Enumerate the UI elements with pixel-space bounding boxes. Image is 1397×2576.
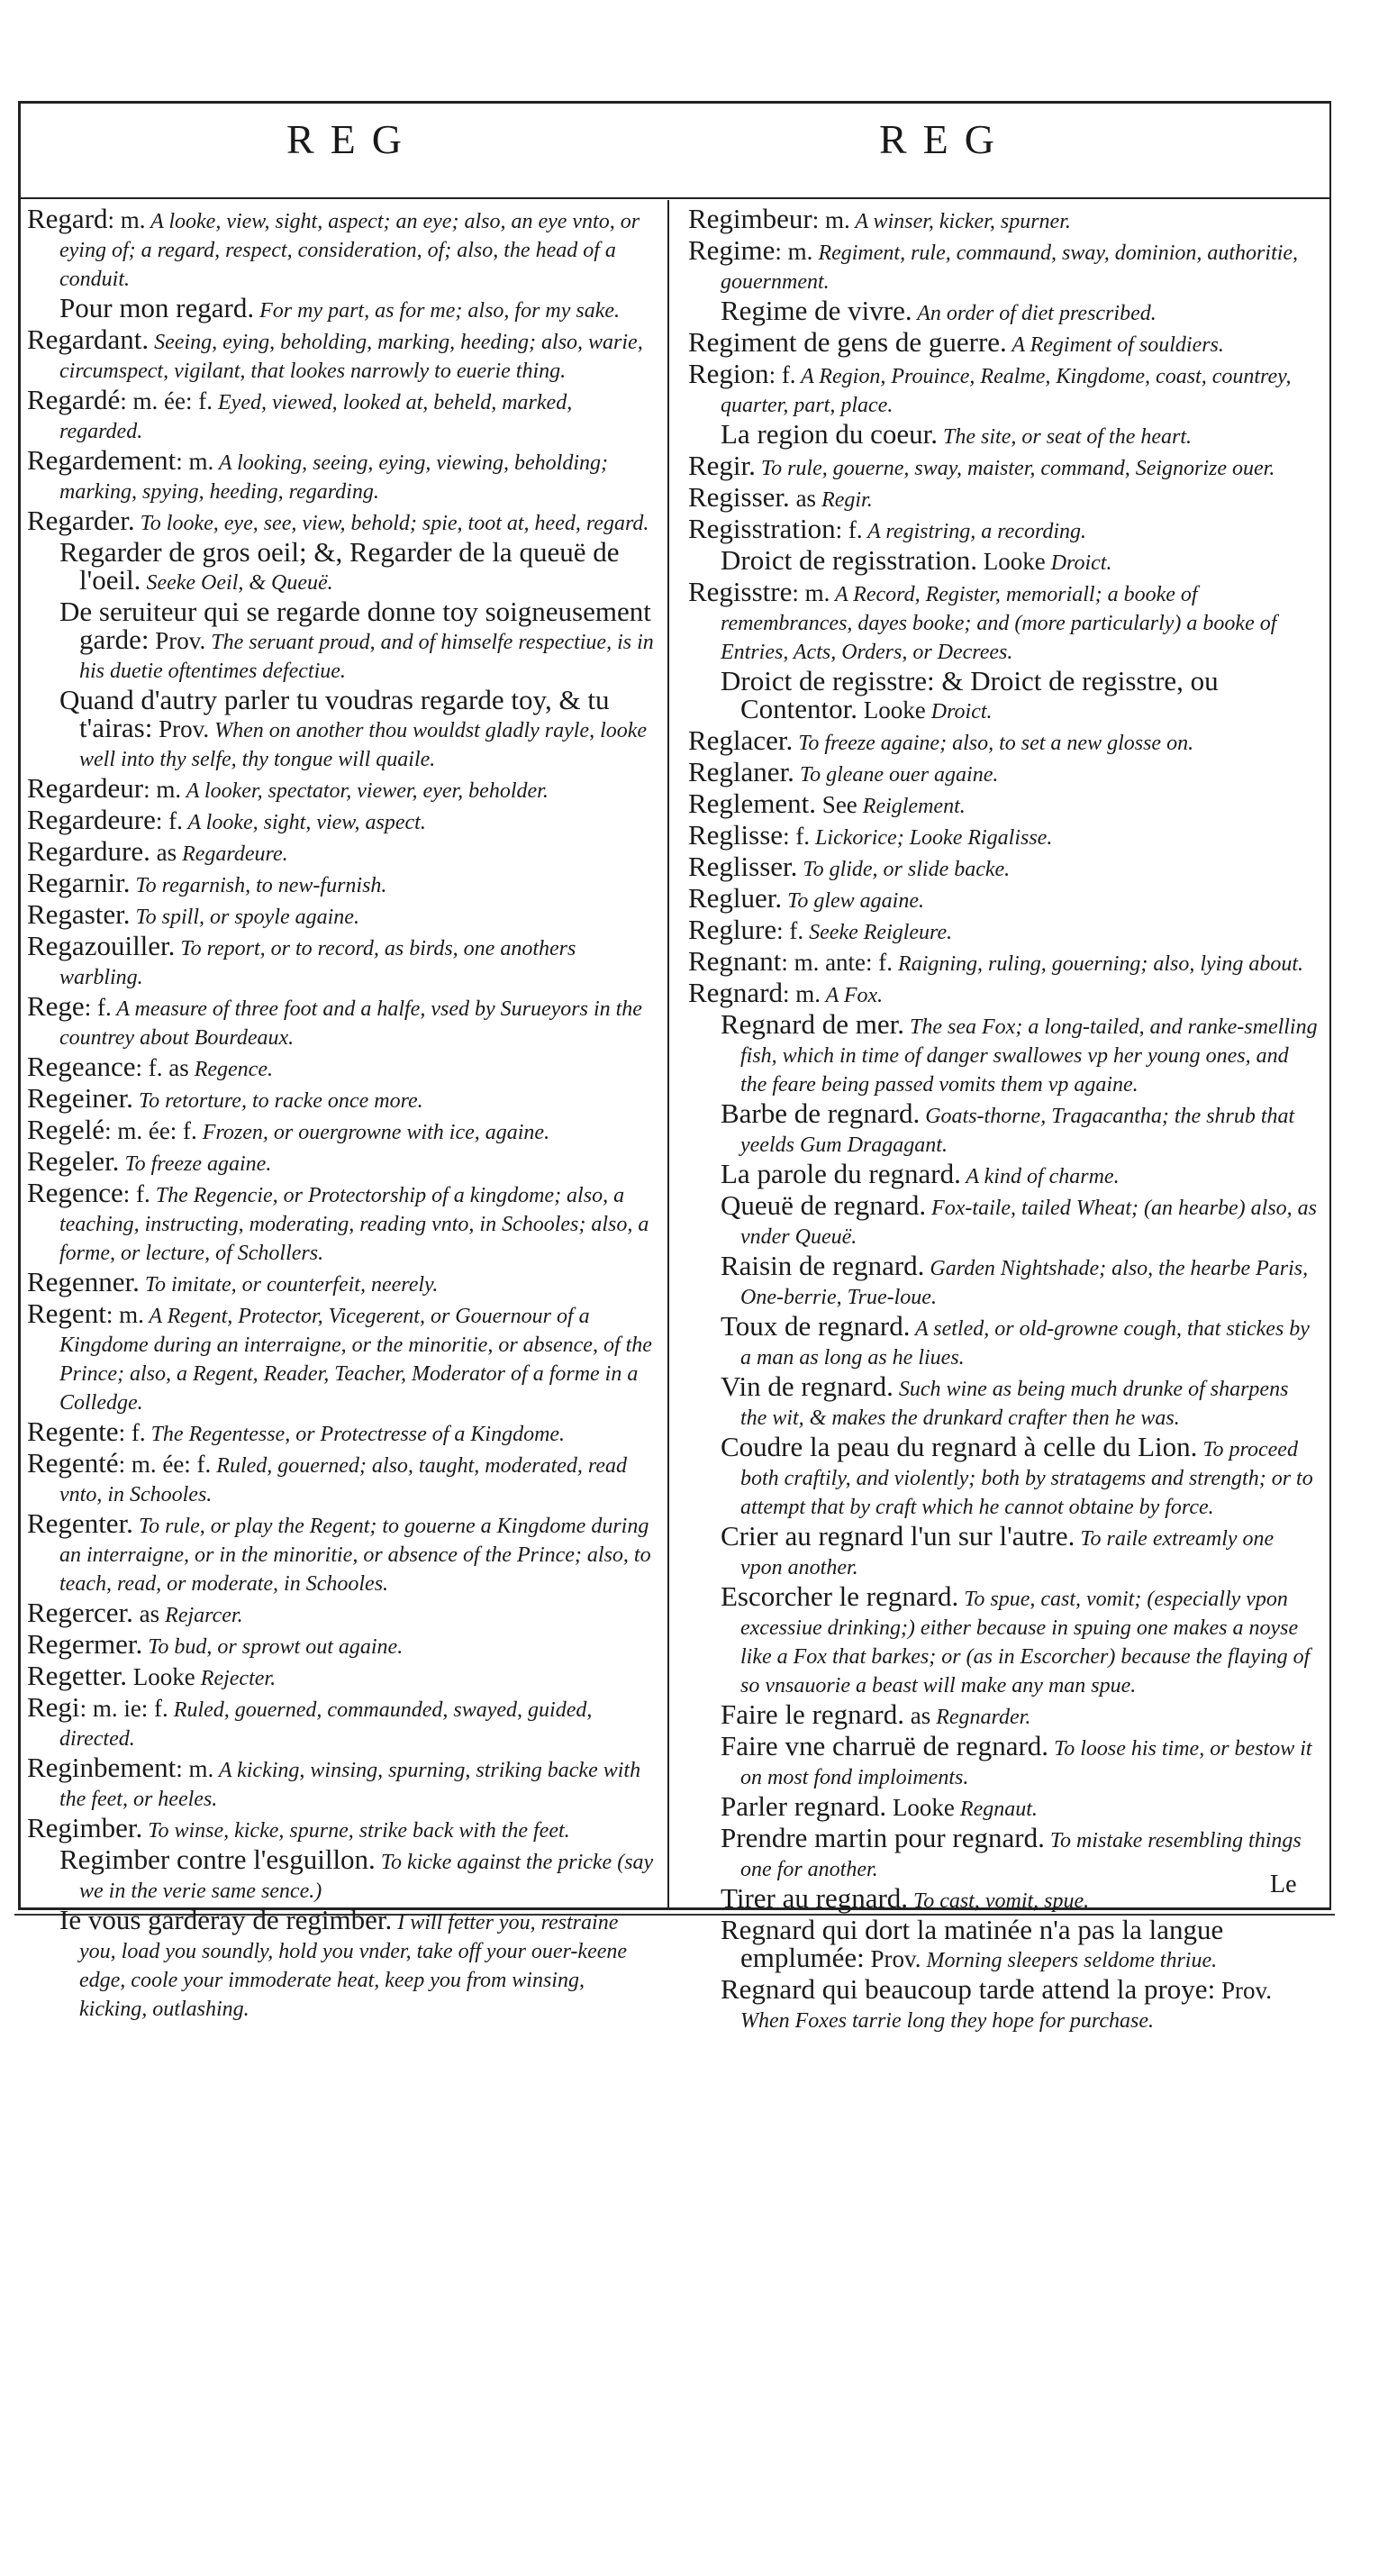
entry-gloss: To kicke against the pricke (say we in the verie same sence.) — [79, 1851, 654, 1903]
entry-headword: Regi — [27, 1691, 80, 1723]
dictionary-entry — [27, 384, 658, 445]
entry-gloss: Rejarcer. — [159, 1604, 243, 1627]
entry-grammar: : f. — [776, 917, 804, 944]
entry-gloss: Droict. — [925, 700, 993, 724]
entry-grammar: : m. — [107, 206, 146, 233]
dictionary-entry — [688, 1310, 1319, 1371]
entry-headword: Regente — [27, 1415, 119, 1447]
entry-gloss: Regardeure. — [177, 842, 288, 866]
entry-headword: Regenté — [27, 1447, 119, 1479]
entry-headword: Regir. — [688, 450, 756, 481]
entry-headword: Raisin de regnard. — [721, 1250, 925, 1281]
entry-gloss: Regence. — [188, 1058, 273, 1081]
entry-grammar: : f. — [84, 994, 112, 1021]
entry-headword: De seruiteur qui se regarde donne toy soigneusement garde: — [59, 596, 651, 655]
dictionary-entry — [688, 1520, 1319, 1581]
dictionary-entry — [688, 1008, 1319, 1098]
dictionary-entry — [27, 1116, 658, 1146]
entry-gloss: To freeze againe; also, to set a new glosse on. — [793, 732, 1194, 755]
entry-gloss: A Record, Register, memoriall; a booke of remembrances, dayes booke; and (more particularly) a booke of Entries, Acts, Orders, or Decrees. — [721, 583, 1277, 664]
dictionary-entry — [27, 990, 658, 1051]
running-head-left: REG — [286, 116, 418, 162]
entry-gloss: Regnaut. — [954, 1798, 1038, 1821]
header-rule — [18, 197, 1331, 199]
entry-gloss: To rule, gouerne, sway, maister, command, Seignorize ouer. — [755, 457, 1275, 480]
entry-grammar: : m. — [812, 206, 850, 233]
column-divider — [667, 200, 669, 1907]
entry-gloss: The sea Fox; a long-tailed, and ranke-smelling fish, which in time of danger swallowes vp her young ones, and the feare being passed vomits them vp againe. — [740, 1015, 1318, 1097]
entry-gloss: Frozen, or ouergrowne with ice, againe. — [196, 1121, 550, 1144]
dictionary-entry — [688, 1158, 1319, 1190]
entry-headword: Region — [688, 358, 769, 389]
entry-gloss: A looking, seeing, eying, viewing, beholding; marking, spying, heeding, regarding. — [59, 451, 608, 504]
entry-headword: Regence — [27, 1177, 123, 1208]
entry-headword: Reglisse — [688, 819, 784, 851]
entry-gloss: Rejecter. — [195, 1667, 277, 1690]
dictionary-entry — [688, 1189, 1319, 1251]
dictionary-entry — [688, 360, 1319, 419]
entry-headword: Regimber contre l'esguillon. — [59, 1843, 376, 1875]
entry-headword: Regeiner. — [27, 1082, 133, 1114]
entry-gloss: The site, or seat of the heart. — [938, 425, 1193, 449]
entry-grammar: Looke — [127, 1663, 195, 1690]
entry-headword: Parler regnard. — [721, 1790, 887, 1822]
dictionary-entry — [688, 1097, 1319, 1159]
entry-grammar: as — [150, 839, 177, 866]
entry-gloss: To spue, cast, vomit; (especially vpon excessiue drinking;) either because in spuing one makes a noyse like a Fox that barkes; or (as in Escorcher) because the flaying of so vnsauorie a beast will make any man spue. — [740, 1588, 1311, 1698]
dictionary-entry — [27, 1179, 658, 1267]
dictionary-entry — [688, 578, 1319, 666]
entry-headword: Crier au regnard l'un sur l'autre. — [721, 1520, 1075, 1552]
entry-gloss: A Fox. — [821, 984, 884, 1007]
entry-grammar: : m. — [775, 238, 813, 265]
dictionary-entry — [688, 515, 1319, 545]
entry-headword: Regisstre — [688, 576, 793, 607]
dictionary-entry — [27, 1843, 658, 1905]
entry-headword: Regnant — [688, 945, 782, 977]
entry-headword: Regarnir. — [27, 867, 131, 898]
dictionary-entry — [27, 1662, 658, 1692]
entry-grammar: : f. — [783, 823, 811, 850]
entry-grammar: Looke — [976, 548, 1046, 575]
entry-grammar: Prov. — [152, 715, 210, 742]
entry-headword: Regardé — [27, 384, 121, 415]
entry-grammar: Prov. — [149, 627, 206, 654]
entry-headword: Regarder de gros oeil; &, Regarder de la queuë de l'oeil. — [59, 536, 620, 596]
entry-grammar: : m. — [105, 1301, 144, 1328]
dictionary-entry — [27, 1297, 658, 1416]
entry-headword: Droict de regisstre: & Droict de regisstre, ou Contentor. — [721, 665, 1219, 724]
entry-grammar: : f. — [835, 516, 863, 543]
entry-headword: Tirer au regnard. — [721, 1882, 909, 1914]
dictionary-entry — [688, 481, 1319, 514]
dictionary-entry — [27, 444, 658, 505]
entry-headword: Regenner. — [27, 1266, 140, 1297]
entry-gloss: To gleane ouer againe. — [794, 763, 999, 787]
entry-headword: Regisstration — [688, 513, 836, 544]
entry-grammar: as — [132, 1600, 160, 1627]
dictionary-entry — [688, 1370, 1319, 1432]
entry-gloss: To looke, eye, see, view, behold; spie, toot at, heed, regard. — [134, 512, 649, 535]
dictionary-entry — [688, 326, 1319, 359]
entry-gloss: An order of diet prescribed. — [912, 302, 1157, 325]
dictionary-entry — [688, 1822, 1319, 1883]
entry-headword: Regime — [688, 234, 776, 266]
entry-grammar: Prov. — [864, 1945, 921, 1972]
entry-gloss: Regnarder. — [930, 1706, 1031, 1729]
entry-headword: Ie vous garderay de regimber. — [59, 1904, 393, 1935]
dictionary-entry — [27, 1904, 658, 2023]
entry-gloss: A looker, spectator, viewer, eyer, beholder. — [181, 779, 549, 803]
entry-grammar: : f. — [122, 1180, 150, 1207]
entry-headword: Regimber. — [27, 1812, 143, 1843]
dictionary-entry — [27, 598, 658, 685]
entry-headword: Reginbement — [27, 1752, 177, 1783]
entry-headword: Rege — [27, 990, 85, 1022]
entry-gloss: I will fetter you, restraine you, load you soundly, hold you vnder, take off your ouer-keene edge, coole your immoderate heat, keep you from winsing, kicking, outlashing. — [79, 1911, 628, 2021]
entry-gloss: Regiment, rule, commaund, sway, dominion, authoritie, gouernment. — [721, 241, 1299, 294]
entry-gloss: A Regiment of souldiers. — [1006, 333, 1224, 357]
entry-gloss: To glew againe. — [782, 889, 924, 913]
entry-gloss: Seeke Oeil, & Queuë. — [141, 571, 333, 595]
entry-headword: Regarder. — [27, 505, 135, 536]
entry-headword: Faire le regnard. — [721, 1698, 904, 1730]
entry-gloss: For my part, as for me; also, for my sake. — [254, 299, 621, 323]
entry-headword: Reglacer. — [688, 724, 794, 756]
entry-gloss: Ruled, gouerned; also, taught, moderated, read vnto, in Schooles. — [59, 1454, 628, 1506]
dictionary-entry — [688, 1916, 1319, 1974]
dictionary-entry — [688, 1730, 1319, 1791]
dictionary-entry — [688, 787, 1319, 820]
entry-headword: Regnard qui beaucoup tarde attend la proye: — [721, 1973, 1216, 2005]
entry-gloss: A registring, a recording. — [862, 520, 1087, 543]
entry-gloss: A looke, view, sight, aspect; an eye; also, an eye vnto, or eying of; a regard, respect, consideration, of; also, the head of a conduit. — [59, 210, 640, 291]
dictionary-entry — [27, 684, 658, 773]
entry-gloss: To proceed both craftily, and violently; both by stratagems and strength; or to attempt that by craft which he cannot obtaine by force. — [740, 1438, 1313, 1519]
entry-gloss: When Foxes tarrie long they hope for purchase. — [740, 2009, 1155, 2033]
entry-gloss: A looke, sight, view, aspect. — [182, 811, 426, 834]
entry-headword: Droict de regisstration. — [721, 544, 977, 576]
entry-grammar: as — [903, 1702, 931, 1729]
dictionary-entry — [27, 1754, 658, 1813]
dictionary-entry — [27, 292, 658, 324]
entry-grammar: : m. — [783, 980, 821, 1007]
entry-grammar: : f. as — [135, 1054, 189, 1081]
entry-headword: Regermer. — [27, 1628, 143, 1660]
entry-headword: Regime de vivre. — [721, 295, 912, 326]
entry-gloss: Ruled, gouerned, commaunded, swayed, guided, directed. — [59, 1698, 593, 1751]
dictionary-entry — [27, 323, 658, 385]
entry-grammar: : m. — [792, 579, 830, 606]
entry-grammar: : m. ie: f. — [79, 1695, 168, 1722]
dictionary-entry — [27, 898, 658, 931]
entry-headword: Toux de regnard. — [721, 1310, 911, 1342]
dictionary-entry — [27, 507, 658, 537]
entry-gloss: A measure of three foot and a halfe, vsed by Surueyors in the countrey about Bourdeaux. — [59, 997, 642, 1050]
entry-headword: Regardeure — [27, 804, 156, 835]
entry-gloss: Such wine as being much drunke of sharpens the wit, & makes the drunkard crafter then he was. — [740, 1378, 1289, 1430]
entry-headword: Faire vne charruë de regnard. — [721, 1730, 1049, 1761]
entry-gloss: A Regent, Protector, Vicegerent, or Gouernour of a Kingdome during an interraigne, or the minoritie, or absence, of the Prince; also, a Regent, Reader, Teacher, Moderator of a forme in a Colledge. — [59, 1305, 652, 1415]
dictionary-entry — [688, 297, 1319, 327]
dictionary-entry — [688, 452, 1319, 482]
dictionary-entry — [27, 1266, 658, 1298]
dictionary-entry — [688, 234, 1319, 296]
entry-gloss: A setled, or old-growne cough, that stickes by a man as long as he liues. — [740, 1317, 1310, 1370]
dictionary-entry — [27, 1415, 658, 1448]
entry-gloss: When on another thou wouldst gladly rayle, looke well into thy selfe, thy tongue will quaile. — [79, 719, 648, 771]
entry-grammar: : f. — [155, 807, 183, 834]
entry-gloss: Fox-taile, tailed Wheat; (an hearbe) also, as vnder Queuë. — [740, 1197, 1317, 1249]
dictionary-entry — [688, 819, 1319, 851]
entry-gloss: To spill, or spoyle againe. — [130, 906, 359, 929]
entry-gloss: To imitate, or counterfeit, neerely. — [139, 1273, 439, 1297]
dictionary-entry — [27, 1082, 658, 1115]
entry-headword: Reglement. — [688, 787, 817, 819]
entry-gloss: To regarnish, to new-furnish. — [130, 874, 387, 897]
entry-gloss: To winse, kicke, spurne, strike back with the feet. — [142, 1819, 570, 1843]
entry-headword: Vin de regnard. — [721, 1370, 894, 1402]
entry-gloss: A winser, kicker, spurner. — [849, 210, 1071, 233]
entry-headword: Regelé — [27, 1114, 105, 1145]
entry-gloss: Goats-thorne, Tragacantha; the shrub that yeelds Gum Dragagant. — [740, 1105, 1295, 1157]
entry-grammar: as — [789, 485, 817, 512]
entry-gloss: A kicking, winsing, spurning, striking backe with the feet, or heeles. — [59, 1759, 641, 1811]
dictionary-entry — [688, 544, 1319, 577]
dictionary-entry — [27, 1447, 658, 1508]
entry-headword: Regetter. — [27, 1660, 128, 1691]
dictionary-entry — [688, 979, 1319, 1009]
entry-gloss: Garden Nightshade; also, the hearbe Paris, One-berrie, True-loue. — [740, 1257, 1309, 1309]
dictionary-entry — [27, 930, 658, 991]
entry-headword: Regisser. — [688, 481, 790, 513]
entry-grammar: : m. ée: f. — [118, 1451, 212, 1478]
entry-headword: Barbe de regnard. — [721, 1097, 921, 1129]
entry-gloss: To glide, or slide backe. — [797, 858, 1011, 881]
dictionary-entry — [688, 1431, 1319, 1521]
entry-headword: Regnard de mer. — [721, 1008, 905, 1040]
entry-headword: Reglure — [688, 914, 777, 945]
entry-headword: La parole du regnard. — [721, 1158, 961, 1189]
entry-gloss: Regir. — [816, 488, 873, 512]
entry-gloss: To report, or to record, as birds, one anothers warbling. — [59, 937, 576, 989]
entry-gloss: A kind of charme. — [960, 1165, 1120, 1188]
dictionary-entry — [688, 945, 1319, 978]
dictionary-entry — [27, 1691, 658, 1752]
entry-grammar: Looke — [886, 1794, 955, 1821]
entry-headword: Regardant. — [27, 323, 150, 355]
entry-gloss: To retorture, to racke once more. — [132, 1089, 423, 1113]
entry-gloss: A Region, Prouince, Realme, Kingdome, coast, countrey, quarter, part, place. — [721, 365, 1292, 417]
dictionary-entry — [688, 1790, 1319, 1823]
dictionary-entry — [688, 1252, 1319, 1311]
dictionary-entry — [27, 772, 658, 805]
dictionary-entry — [27, 1053, 658, 1083]
dictionary-entry — [27, 1812, 658, 1844]
entry-grammar: : m. — [143, 776, 182, 803]
right-column — [688, 205, 1319, 2036]
entry-headword: Regnard — [688, 977, 784, 1008]
entry-grammar: : f. — [768, 361, 796, 388]
entry-headword: Regimbeur — [688, 203, 812, 234]
entry-headword: Regent — [27, 1297, 106, 1329]
entry-grammar: : m. — [176, 1755, 214, 1782]
dictionary-entry — [688, 1698, 1319, 1731]
entry-headword: Pour mon regard. — [59, 292, 255, 323]
dictionary-entry — [688, 418, 1319, 451]
entry-gloss: To raile extreamly one vpon another. — [740, 1527, 1275, 1579]
entry-grammar: : f. — [118, 1419, 146, 1446]
entry-grammar: Looke — [857, 696, 926, 724]
running-head-right: REG — [879, 116, 1011, 162]
entry-grammar: : m. ée: f. — [120, 387, 213, 414]
dictionary-entry — [27, 835, 658, 868]
entry-grammar: Prov. — [1215, 1977, 1272, 2004]
entry-headword: Regiment de gens de guerre. — [688, 326, 1007, 358]
dictionary-entry — [27, 1599, 658, 1629]
dictionary-entry — [688, 665, 1319, 725]
dictionary-entry — [688, 724, 1319, 757]
entry-headword: Regazouiller. — [27, 930, 176, 961]
entry-headword: Regardure. — [27, 835, 150, 867]
entry-headword: Coudre la peau du regnard à celle du Lion. — [721, 1431, 1198, 1462]
entry-headword: Regercer. — [27, 1597, 133, 1628]
entry-headword: Prendre martin pour regnard. — [721, 1822, 1045, 1853]
entry-headword: Reglaner. — [688, 756, 794, 787]
dictionary-entry — [27, 1507, 658, 1597]
dictionary-entry — [688, 1973, 1319, 2034]
entry-gloss: Morning sleepers seldome thriue. — [921, 1949, 1218, 1972]
dictionary-entry — [27, 536, 658, 596]
left-column — [27, 205, 658, 2025]
entry-gloss: Eyed, viewed, looked at, beheld, marked, regarded. — [59, 391, 573, 443]
entry-gloss: Raigning, ruling, gouerning; also, lying about. — [893, 952, 1304, 976]
dictionary-entry — [27, 806, 658, 836]
entry-gloss: Droict. — [1045, 551, 1112, 575]
entry-gloss: Seeing, eying, beholding, marking, heeding; also, warie, circumspect, vigilant, that lookes narrowly to euerie thing. — [59, 331, 643, 383]
dictionary-entry — [688, 205, 1319, 235]
entry-headword: Regardement — [27, 444, 177, 476]
entry-headword: Escorcher le regnard. — [721, 1580, 959, 1612]
entry-gloss: To cast, vomit, spue. — [908, 1889, 1090, 1913]
dictionary-entry — [27, 1145, 658, 1178]
entry-gloss: The seruant proud, and of himselfe respectiue, is in his duetie oftentimes defectiue. — [79, 631, 654, 683]
catchword: Le — [1270, 1871, 1297, 1898]
dictionary-entry — [688, 853, 1319, 883]
entry-headword: Regard — [27, 203, 108, 234]
entry-headword: Reglisser. — [688, 851, 798, 882]
entry-headword: Regenter. — [27, 1507, 133, 1539]
entry-gloss: The Regencie, or Protectorship of a kingdome; also, a teaching, instructing, moderating, reading vnto, in Schooles; also, a forme, or lecture, of Schollers. — [59, 1184, 649, 1265]
entry-grammar: See — [816, 791, 857, 818]
dictionary-entry — [688, 1580, 1319, 1699]
entry-headword: Regnard qui dort la matinée n'a pas la langue emplumée: — [721, 1914, 1224, 1973]
entry-headword: Regluer. — [688, 882, 783, 914]
entry-headword: La region du coeur. — [721, 418, 939, 450]
dictionary-entry — [688, 882, 1319, 915]
entry-headword: Queuë de regnard. — [721, 1189, 927, 1221]
entry-gloss: Seeke Reigleure. — [803, 921, 953, 944]
entry-headword: Regardeur — [27, 772, 144, 804]
entry-grammar: : m. ante: f. — [781, 949, 894, 976]
entry-gloss: To mistake resembling things one for another. — [740, 1829, 1302, 1881]
entry-gloss: To loose his time, or bestow it on most fond imploiments. — [740, 1737, 1312, 1789]
dictionary-entry — [27, 869, 658, 899]
entry-headword: Quand d'autry parler tu voudras regarde toy, & tu t'airas: — [59, 684, 610, 743]
entry-gloss: Lickorice; Looke Rigalisse. — [810, 826, 1053, 850]
entry-grammar: : m. ée: f. — [104, 1117, 197, 1144]
entry-gloss: To freeze againe. — [119, 1152, 272, 1176]
dictionary-entry — [688, 756, 1319, 788]
entry-gloss: To bud, or sprowt out againe. — [142, 1635, 404, 1659]
entry-gloss: To rule, or play the Regent; to gouerne a Kingdome during an interraigne, or in the minoritie, or absence of the Prince; also, to teach, read, or moderate, in Schooles. — [59, 1515, 651, 1596]
entry-headword: Regeance — [27, 1051, 136, 1082]
dictionary-entry — [27, 1628, 658, 1661]
entry-headword: Regaster. — [27, 898, 131, 930]
dictionary-entry — [688, 916, 1319, 946]
dictionary-entry — [27, 205, 658, 293]
entry-gloss: The Regentesse, or Protectresse of a Kingdome. — [145, 1423, 566, 1446]
entry-grammar: : m. — [176, 448, 214, 475]
entry-gloss: Reiglement. — [857, 795, 966, 818]
entry-headword: Regeler. — [27, 1145, 120, 1177]
